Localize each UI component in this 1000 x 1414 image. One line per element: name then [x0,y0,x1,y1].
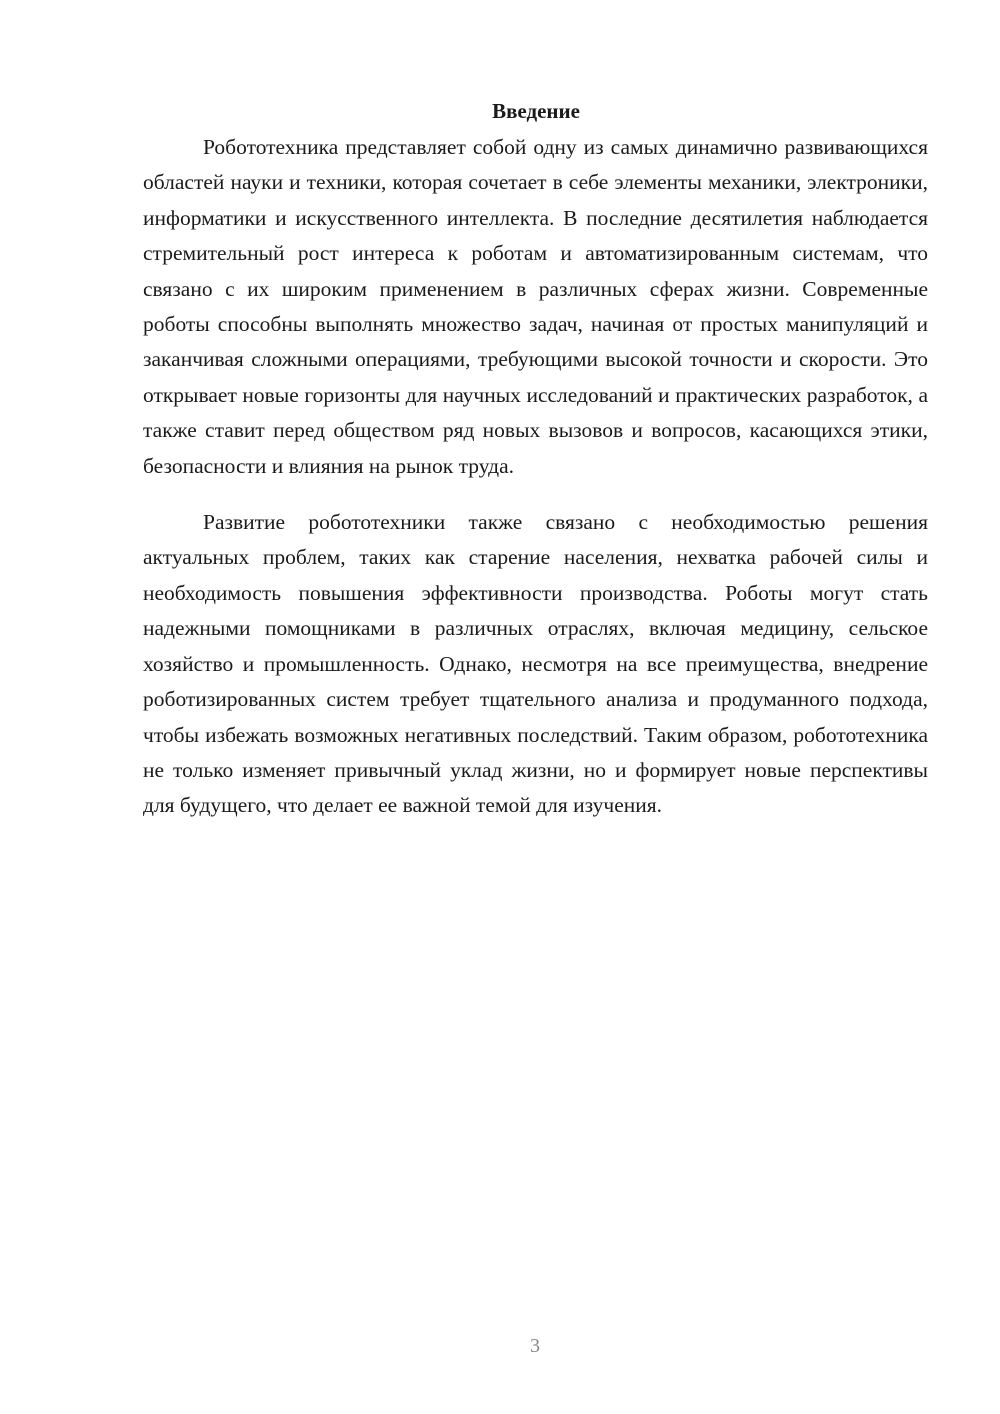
page-number: 3 [530,1335,540,1357]
page-content [143,96,928,824]
paragraph-2: Развитие робототехники также связано с необходимостью решения актуальных проблем, таких как старение населения, нехватка рабочей силы и необходимость повышения эффективности производства. Роботы могут стать надежными помощниками в различных отраслях, включая медицину, сельское хозяйство и промышленность. Однако, несмотря на все преимущества, внедрение роботизированных систем требует тщательного анализа и продуманного подхода, чтобы избежать возможных негативных последствий. Таким образом, робототехника не только изменяет привычный уклад жизни, но и формирует новые перспективы для будущего, что делает ее важной темой для изучения. [143,510,928,818]
paragraph-1: Робототехника представляет собой одну из самых динамично развивающихся областей науки и техники, которая сочетает в себе элементы механики, электроники, информатики и искусственного интеллекта. В последние десятилетия наблюдается стремительный рост интереса к роботам и автоматизированным системам, что связано с их широким применением в различных сферах жизни. Современные роботы способны выполнять множество задач, начиная от простых манипуляций и заканчивая сложными операциями, требующими высокой точности и скорости. Это открывает новые горизонты для научных исследований и практических разработок, а также ставит перед обществом ряд новых вызовов и вопросов, касающихся этики, безопасности и влияния на рынок труда. [143,135,928,478]
section-heading: Введение [492,99,580,123]
